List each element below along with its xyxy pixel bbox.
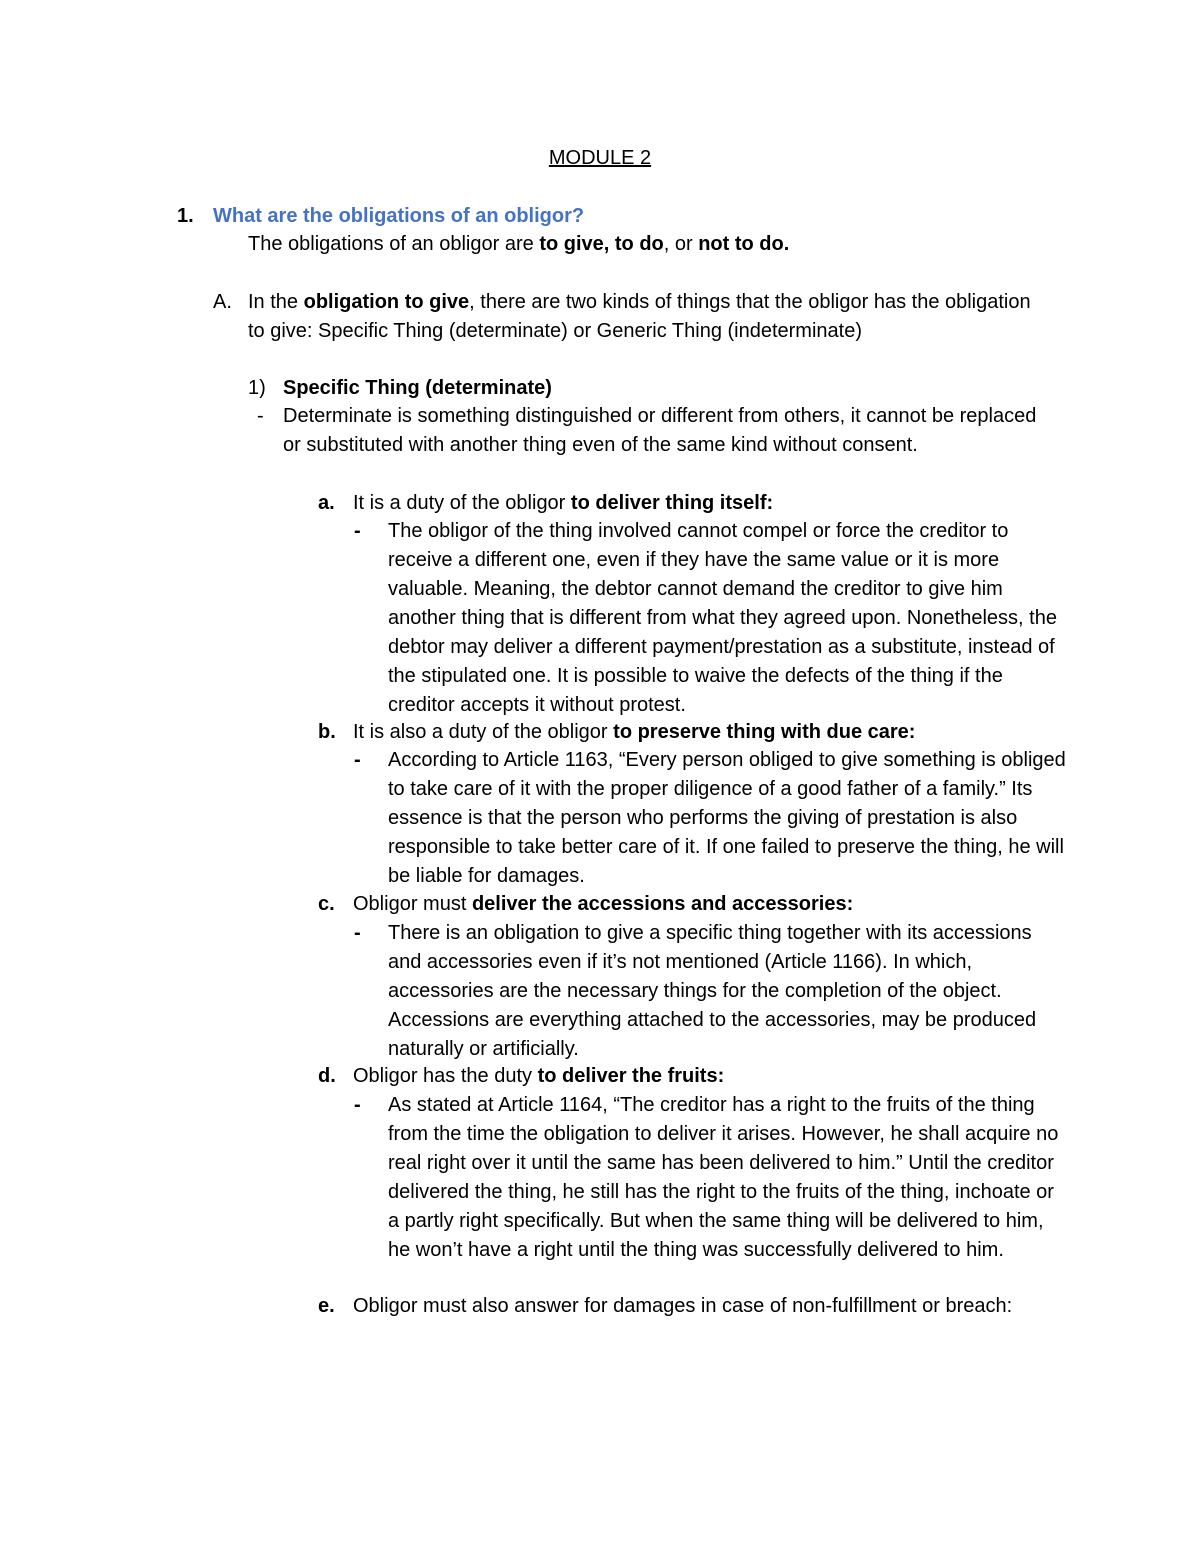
duty-heading [353, 489, 1073, 518]
question-heading: What are the obligations of an obligor? [213, 205, 585, 227]
duty-heading-bold: deliver the accessions and accessories: [471, 893, 854, 915]
duty-heading-bold: to deliver thing itself: [570, 492, 774, 514]
section-a-bold: obligation to give [303, 291, 470, 313]
duty-heading-pre: It is also a duty of the obligor [353, 721, 614, 743]
duty-heading [353, 890, 1073, 919]
duty-bullet: - [354, 922, 361, 944]
duty-heading [353, 1062, 1073, 1091]
answer-bold-2: not to do. [698, 233, 790, 255]
page-title: MODULE 2 [548, 147, 652, 169]
duty-letter: e. [318, 1295, 335, 1317]
duty-detail: As stated at Article 1164, “The creditor has a right to the fruits of the thing from the time the obligation to deliver it arises. However, he shall acquire no real right over it until the same has been delivered to him.” Until the creditor delivered the thing, he still has the right to the fruits of the thing, inchoate or a partly right specifically. But when the same thing will be delivered to him, he won’t have a right until the thing was successfully delivered to him. [388, 1094, 1059, 1261]
duty-detail: The obligor of the thing involved cannot compel or force the creditor to receive a different one, even if they have the same value or it is more valuable. Meaning, the debtor cannot demand the creditor to give him another thing that is different from what they agreed upon. Nonetheless, the debtor may deliver a different payment/prestation as a substitute, instead of the stipulated one. It is possible to waive the defects of the thing if the creditor accepts it without protest. [388, 520, 1057, 716]
duty-letter: a. [318, 492, 335, 514]
duty-bullet: - [354, 520, 361, 542]
item-1-dash: - [257, 405, 264, 427]
duty-bullet: - [354, 749, 361, 771]
section-a-post: , there are two kinds of things that the obligor has the obligation to give: Specific Thing (determinate) or Generic Thing (indeterminate) [248, 291, 1031, 342]
duty-heading-bold: to deliver the fruits: [537, 1065, 725, 1087]
duty-letter: c. [318, 893, 335, 915]
answer-bold-1: to give, to do [539, 233, 664, 255]
answer-mid: , or [663, 233, 699, 255]
section-a-pre: In the [248, 291, 304, 313]
duty-heading-bold: to preserve thing with due care: [613, 721, 916, 743]
duty-heading-pre: Obligor has the duty [353, 1065, 538, 1087]
duty-detail: According to Article 1163, “Every person obliged to give something is obliged to take care of it with the proper diligence of a good father of a family.” Its essence is that the person who performs the giving of prestation is also responsible to take better care of it. If one failed to preserve the thing, he will be liable for damages. [388, 749, 1066, 887]
duty-heading-pre: It is a duty of the obligor [353, 492, 571, 514]
duty-detail: There is an obligation to give a specific thing together with its accessions and accessories even if it’s not mentioned (Article 1166). In which, accessories are the necessary things for the completion of the object. Accessions are everything attached to the accessories, may be produced naturally or artificially. [388, 922, 1037, 1060]
duty-heading [353, 718, 1073, 747]
item-1-marker: 1) [248, 377, 266, 399]
section-a-marker: A. [213, 291, 232, 313]
question-number: 1. [177, 205, 194, 227]
duty-letter: d. [318, 1065, 336, 1087]
item-1-title: Specific Thing (determinate) [283, 377, 552, 399]
section-a-text [248, 288, 1038, 346]
item-1-definition: Determinate is something distinguished or different from others, it cannot be replaced or substituted with another thing even of the same kind without consent. [283, 405, 1037, 456]
question-answer [248, 230, 789, 259]
duty-letter: b. [318, 721, 336, 743]
answer-pre: The obligations of an obligor are [248, 233, 540, 255]
duty-heading-pre: Obligor must [353, 893, 472, 915]
duty-bullet: - [354, 1094, 361, 1116]
duty-heading: Obligor must also answer for damages in case of non-fulfillment or breach: [353, 1295, 1013, 1317]
